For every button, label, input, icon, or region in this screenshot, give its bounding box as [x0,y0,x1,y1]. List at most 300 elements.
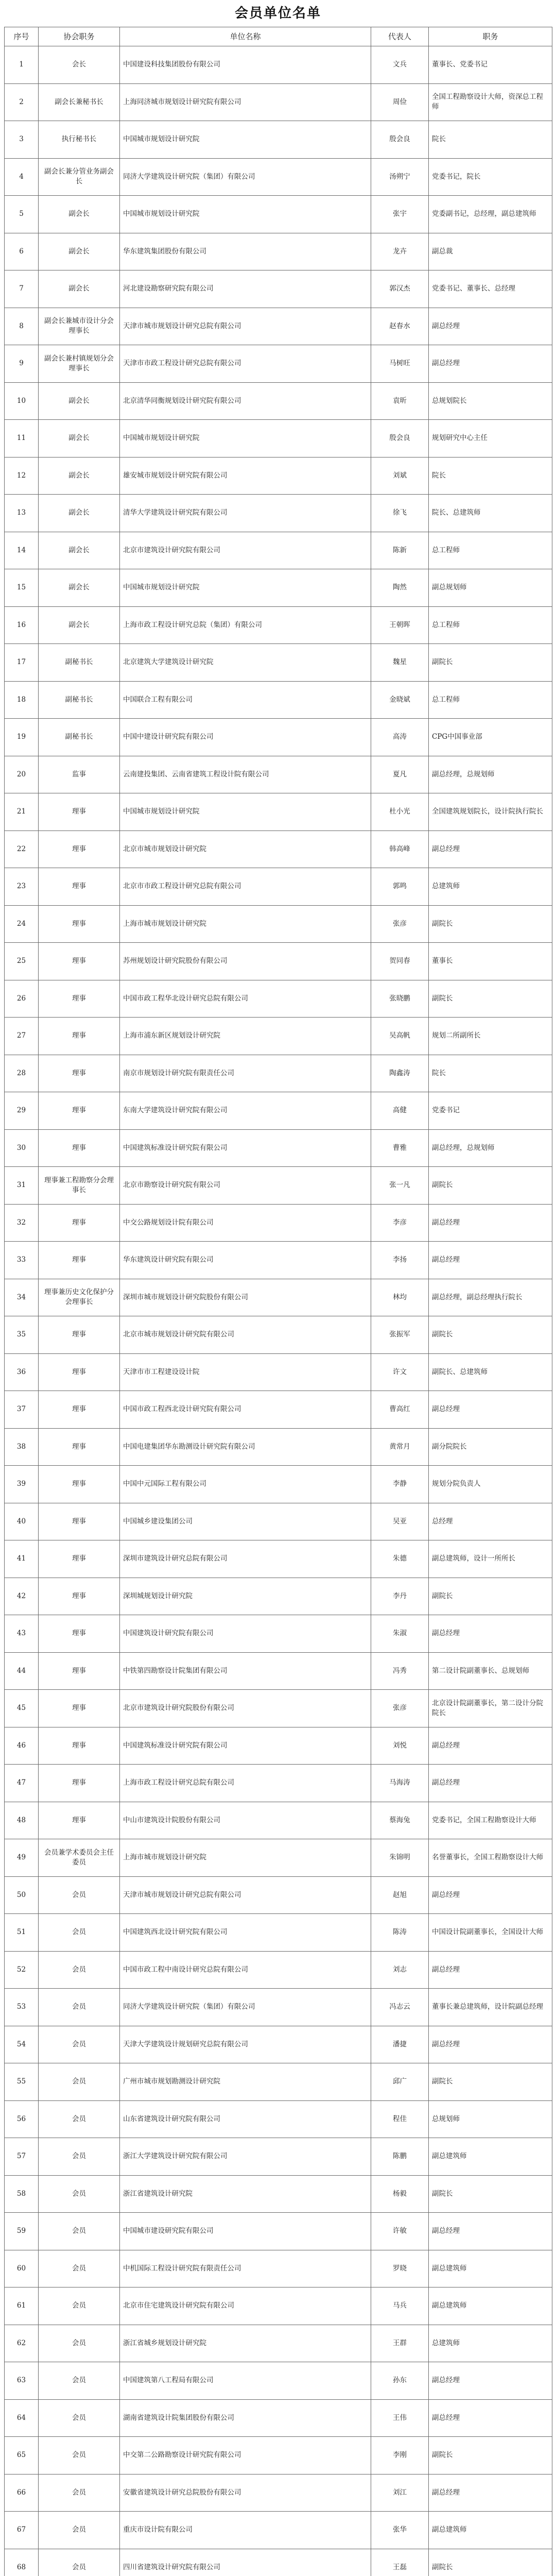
cell-rep: 陈新 [371,532,429,569]
table-row [5,2026,552,2063]
table-row [5,2362,552,2400]
cell-no: 63 [5,2362,39,2400]
table-row [5,569,552,607]
cell-unit: 中山市建筑设计院股份有限公司 [120,1802,371,1839]
cell-title: 副总经理 [429,831,552,868]
cell-unit: 重庆市设计院有限公司 [120,2512,371,2549]
cell-role: 副秘书长 [39,719,120,756]
cell-unit: 浙江省建筑设计研究院 [120,2175,371,2213]
table-row [5,2175,552,2213]
cell-rep: 汤朔宁 [371,158,429,196]
cell-unit: 中机国际工程设计研究院有限责任公司 [120,2250,371,2287]
cell-unit: 天津大学建筑设计规划研究总院有限公司 [120,2026,371,2063]
cell-title: 副院长 [429,2437,552,2475]
cell-rep: 王群 [371,2325,429,2362]
cell-unit: 中国城市规划设计研究院 [120,420,371,457]
cell-title: 副总经理 [429,1204,552,1242]
cell-role: 会员 [39,1914,120,1952]
cell-title: 规划研究中心主任 [429,420,552,457]
cell-no: 46 [5,1727,39,1765]
table-row [5,793,552,831]
cell-no: 49 [5,1839,39,1877]
cell-no: 56 [5,2100,39,2138]
cell-role: 会员兼学术委员会主任委员 [39,1839,120,1877]
cell-unit: 中国中建设计研究院有限公司 [120,719,371,756]
table-row [5,83,552,121]
cell-rep: 王伟 [371,2399,429,2437]
cell-no: 47 [5,1765,39,1802]
cell-title: 北京设计院副董事长，第二设计分院院长 [429,1690,552,1727]
cell-rep: 郭汉杰 [371,270,429,308]
cell-title: 副总裁 [429,233,552,270]
cell-no: 39 [5,1466,39,1503]
table-row [5,943,552,980]
cell-role: 副会长 [39,606,120,644]
cell-rep: 朱淑 [371,1615,429,1653]
table-body [5,46,552,2576]
cell-unit: 上海市城市规划设计研究院 [120,1839,371,1877]
cell-unit: 同济大学建筑设计研究院（集团）有限公司 [120,1989,371,2026]
cell-title: 副院长 [429,980,552,1018]
cell-role: 理事 [39,1204,120,1242]
table-row [5,495,552,532]
cell-unit: 北京市住宅建筑设计研究院有限公司 [120,2287,371,2325]
table-row [5,606,552,644]
cell-rep: 李静 [371,1466,429,1503]
table-row [5,2287,552,2325]
cell-title: 院长 [429,457,552,495]
cell-rep: 陈鹏 [371,2138,429,2176]
cell-unit: 中国市政工程华北设计研究总院有限公司 [120,980,371,1018]
cell-role: 会员 [39,2437,120,2475]
cell-no: 33 [5,1242,39,1279]
cell-role: 会员 [39,2325,120,2362]
cell-no: 28 [5,1055,39,1092]
cell-unit: 北京市建筑设计研究院有限公司 [120,532,371,569]
cell-unit: 广州市城市规划勘测设计研究院 [120,2063,371,2101]
cell-title: 副总经理，总规划师 [429,756,552,793]
cell-rep: 陈涛 [371,1914,429,1952]
page-title: 会员单位名单 [234,6,321,21]
cell-title: 总建筑师 [429,2325,552,2362]
table-row [5,2474,552,2512]
cell-unit: 南京市规划设计研究院有限责任公司 [120,1055,371,1092]
cell-no: 25 [5,943,39,980]
cell-unit: 浙江大学建筑设计研究院有限公司 [120,2138,371,2176]
cell-rep: 赵春水 [371,308,429,345]
cell-unit: 深圳市城市规划设计研究院股份有限公司 [120,1279,371,1316]
cell-title: 全国工程勘察设计大师，资深总工程师 [429,83,552,121]
cell-no: 2 [5,83,39,121]
cell-unit: 北京市建筑设计研究院股份有限公司 [120,1690,371,1727]
cell-title: 党委副书记，总经理，副总建筑师 [429,196,552,233]
cell-no: 23 [5,868,39,906]
cell-rep: 张振军 [371,1316,429,1354]
cell-no: 18 [5,681,39,719]
cell-title: 副总规划师 [429,569,552,607]
table-row [5,2063,552,2101]
table-row [5,1802,552,1839]
table-row [5,831,552,868]
cell-role: 会员 [39,2250,120,2287]
table-row [5,1129,552,1167]
cell-title: 副总经理 [429,1727,552,1765]
cell-rep: 殷会良 [371,121,429,159]
table-row [5,1242,552,1279]
cell-role: 理事 [39,831,120,868]
table-row [5,868,552,906]
cell-rep: 吴高帆 [371,1018,429,1055]
cell-no: 6 [5,233,39,270]
table-row [5,2138,552,2176]
cell-rep: 马兵 [371,2287,429,2325]
cell-rep: 潘捷 [371,2026,429,2063]
cell-rep: 吴亚 [371,1503,429,1540]
cell-role: 会员 [39,2549,120,2576]
cell-role: 会员 [39,2512,120,2549]
cell-unit: 深圳市建筑设计研究总院有限公司 [120,1540,371,1578]
cell-unit: 上海市政工程设计研究总院有限公司 [120,1765,371,1802]
cell-title: 总工程师 [429,681,552,719]
cell-role: 会员 [39,2362,120,2400]
cell-title: 党委书记，院长 [429,158,552,196]
cell-role: 副会长 [39,457,120,495]
cell-unit: 深圳城规划设计研究院 [120,1578,371,1615]
cell-no: 14 [5,532,39,569]
cell-title: 副院长 [429,2063,552,2101]
cell-unit: 清华大学建筑设计研究院有限公司 [120,495,371,532]
cell-title: 副院长、总建筑师 [429,1353,552,1391]
cell-unit: 中国建设科技集团股份有限公司 [120,46,371,84]
cell-rep: 袁昕 [371,382,429,420]
cell-title: CPG中国事业部 [429,719,552,756]
cell-rep: 郭鸣 [371,868,429,906]
cell-role: 理事 [39,1503,120,1540]
cell-role: 理事 [39,1129,120,1167]
cell-unit: 天津市市工程建设设计院 [120,1353,371,1391]
cell-no: 43 [5,1615,39,1653]
table-row [5,233,552,270]
cell-rep: 曹雅 [371,1129,429,1167]
cell-rep: 文兵 [371,46,429,84]
cell-rep: 王朝晖 [371,606,429,644]
cell-title: 党委书记，全国工程勘察设计大师 [429,1802,552,1839]
cell-title: 院长、总建筑师 [429,495,552,532]
cell-no: 57 [5,2138,39,2176]
table-row [5,420,552,457]
cell-no: 53 [5,1989,39,2026]
cell-title: 董事长、党委书记 [429,46,552,84]
cell-rep: 周俭 [371,83,429,121]
cell-unit: 中交公路规划设计院有限公司 [120,1204,371,1242]
table-row [5,1204,552,1242]
cell-unit: 中国城乡建设集团公司 [120,1503,371,1540]
cell-role: 理事 [39,1018,120,1055]
cell-title: 规划分院负责人 [429,1466,552,1503]
cell-no: 59 [5,2213,39,2250]
cell-no: 55 [5,2063,39,2101]
cell-title: 总工程师 [429,532,552,569]
cell-rep: 朱德 [371,1540,429,1578]
cell-role: 理事 [39,1055,120,1092]
cell-unit: 上海市政工程设计研究总院（集团）有限公司 [120,606,371,644]
cell-role: 理事 [39,980,120,1018]
table-row [5,1727,552,1765]
cell-title: 院长 [429,121,552,159]
cell-title: 副总建筑师 [429,2512,552,2549]
cell-title: 副院长 [429,2175,552,2213]
table-row [5,1839,552,1877]
cell-role: 理事 [39,1353,120,1391]
cell-unit: 同济大学建筑设计研究院（集团）有限公司 [120,158,371,196]
cell-unit: 北京清华同衡规划设计研究院有限公司 [120,382,371,420]
cell-unit: 中国中元国际工程有限公司 [120,1466,371,1503]
cell-rep: 魏星 [371,644,429,682]
cell-rep: 杨毅 [371,2175,429,2213]
cell-title: 副总经理 [429,2362,552,2400]
table-row [5,1578,552,1615]
cell-rep: 程佳 [371,2100,429,2138]
cell-rep: 马海涛 [371,1765,429,1802]
cell-title: 总经理 [429,1503,552,1540]
cell-no: 4 [5,158,39,196]
cell-rep: 王磊 [371,2549,429,2576]
cell-title: 名誉董事长，全国工程勘察设计大师 [429,1839,552,1877]
table-row [5,270,552,308]
cell-role: 副会长 [39,196,120,233]
cell-title: 总规划师 [429,2100,552,2138]
cell-rep: 杜小光 [371,793,429,831]
cell-no: 13 [5,495,39,532]
cell-rep: 黄常月 [371,1428,429,1466]
cell-unit: 中国建筑标准设计研究院有限公司 [120,1727,371,1765]
cell-rep: 金晓斌 [371,681,429,719]
cell-no: 27 [5,1018,39,1055]
table-row [5,719,552,756]
cell-unit: 北京市城市规划设计研究院有限公司 [120,1316,371,1354]
cell-role: 理事兼工程勘察分会理事长 [39,1167,120,1205]
cell-role: 执行秘书长 [39,121,120,159]
cell-role: 理事 [39,1802,120,1839]
table-row [5,2512,552,2549]
table-row [5,1652,552,1690]
cell-rep: 韩高峰 [371,831,429,868]
cell-role: 理事 [39,1391,120,1429]
cell-rep: 刘江 [371,2474,429,2512]
cell-rep: 刘悦 [371,1727,429,1765]
table-row [5,2250,552,2287]
cell-no: 44 [5,1652,39,1690]
cell-no: 26 [5,980,39,1018]
cell-unit: 安徽省建筑设计研究总院股份有限公司 [120,2474,371,2512]
cell-role: 副秘书长 [39,681,120,719]
cell-rep: 邱广 [371,2063,429,2101]
cell-rep: 蔡海兔 [371,1802,429,1839]
cell-unit: 浙江省城乡规划设计研究院 [120,2325,371,2362]
cell-rep: 赵旭 [371,1876,429,1914]
cell-rep: 刘斌 [371,457,429,495]
cell-role: 理事 [39,1092,120,1130]
header-unit: 单位名称 [120,27,371,46]
cell-title: 副总经理 [429,1391,552,1429]
cell-unit: 中国市政工程中南设计研究总院有限公司 [120,1951,371,1989]
cell-role: 理事 [39,1316,120,1354]
cell-no: 40 [5,1503,39,1540]
cell-no: 22 [5,831,39,868]
cell-unit: 中国电建集团华东勘测设计研究院有限公司 [120,1428,371,1466]
cell-title: 副院长 [429,905,552,943]
cell-unit: 云南建投集团、云南省建筑工程设计院有限公司 [120,756,371,793]
cell-no: 24 [5,905,39,943]
table-row [5,1466,552,1503]
cell-title: 副总经理 [429,1951,552,1989]
cell-unit: 中国建筑第八工程局有限公司 [120,2362,371,2400]
cell-unit: 天津市市政工程设计研究总院有限公司 [120,345,371,383]
cell-role: 理事 [39,868,120,906]
cell-no: 64 [5,2399,39,2437]
cell-title: 副总经理 [429,1876,552,1914]
cell-unit: 中国城市建设研究院有限公司 [120,2213,371,2250]
cell-role: 副会长 [39,382,120,420]
cell-unit: 天津市城市规划设计研究总院有限公司 [120,308,371,345]
table-row [5,158,552,196]
cell-no: 54 [5,2026,39,2063]
cell-unit: 中国市政工程西北设计研究院有限公司 [120,1391,371,1429]
cell-rep: 张彦 [371,1690,429,1727]
cell-rep: 林均 [371,1279,429,1316]
cell-title: 副总经理，总规划师 [429,1129,552,1167]
cell-unit: 中交第二公路勘察设计研究院有限公司 [120,2437,371,2475]
cell-title: 副总建筑师 [429,2287,552,2325]
cell-unit: 上海市城市规划设计研究院 [120,905,371,943]
table-row [5,345,552,383]
table-row [5,2213,552,2250]
cell-no: 48 [5,1802,39,1839]
table-row [5,1018,552,1055]
cell-unit: 河北建设勘察研究院有限公司 [120,270,371,308]
cell-role: 会员 [39,2100,120,2138]
cell-title: 副院长 [429,2549,552,2576]
cell-title: 副分院院长 [429,1428,552,1466]
cell-title: 副总建筑师，设计一所所长 [429,1540,552,1578]
header-rep: 代表人 [371,27,429,46]
table-row [5,1690,552,1727]
cell-no: 17 [5,644,39,682]
cell-unit: 中国城市规划设计研究院 [120,793,371,831]
table-row [5,121,552,159]
cell-title: 董事长 [429,943,552,980]
cell-rep: 张晓鹏 [371,980,429,1018]
table-row [5,1279,552,1316]
table-row [5,1353,552,1391]
cell-title: 总工程师 [429,606,552,644]
table-row [5,1765,552,1802]
cell-role: 会员 [39,2474,120,2512]
cell-no: 61 [5,2287,39,2325]
cell-unit: 中国建筑西北设计研究院有限公司 [120,1914,371,1952]
table-row [5,2437,552,2475]
cell-role: 会员 [39,2026,120,2063]
cell-unit: 中国建筑标准设计研究院有限公司 [120,1129,371,1167]
table-row [5,46,552,84]
cell-role: 会员 [39,2138,120,2176]
cell-no: 58 [5,2175,39,2213]
cell-title: 全国建筑规划院长，设计院执行院长 [429,793,552,831]
cell-unit: 北京市市政工程设计研究总院有限公司 [120,868,371,906]
cell-rep: 高涛 [371,719,429,756]
cell-no: 35 [5,1316,39,1354]
cell-rep: 孙东 [371,2362,429,2400]
table-row [5,980,552,1018]
cell-rep: 许文 [371,1353,429,1391]
cell-no: 37 [5,1391,39,1429]
cell-no: 3 [5,121,39,159]
cell-unit: 华东建筑设计研究院有限公司 [120,1242,371,1279]
cell-role: 理事 [39,1466,120,1503]
cell-unit: 上海同济城市规划设计研究院有限公司 [120,83,371,121]
cell-no: 8 [5,308,39,345]
table-header-row [5,27,552,46]
table-row [5,1391,552,1429]
table-row [5,2325,552,2362]
cell-title: 院长 [429,1055,552,1092]
cell-role: 理事 [39,793,120,831]
cell-unit: 雄安城市规划设计研究院有限公司 [120,457,371,495]
cell-no: 66 [5,2474,39,2512]
cell-no: 20 [5,756,39,793]
cell-role: 理事兼历史文化保护分会理事长 [39,1279,120,1316]
cell-no: 34 [5,1279,39,1316]
cell-no: 15 [5,569,39,607]
cell-no: 12 [5,457,39,495]
cell-role: 会员 [39,2213,120,2250]
table-row [5,756,552,793]
table-row [5,1428,552,1466]
header-title: 职务 [429,27,552,46]
table-row [5,2549,552,2576]
cell-title: 总建筑师 [429,868,552,906]
cell-rep: 夏凡 [371,756,429,793]
table-row [5,1055,552,1092]
cell-unit: 苏州规划设计研究院股份有限公司 [120,943,371,980]
cell-role: 副会长 [39,420,120,457]
cell-no: 16 [5,606,39,644]
cell-rep: 徐飞 [371,495,429,532]
cell-role: 理事 [39,1652,120,1690]
cell-no: 67 [5,2512,39,2549]
cell-rep: 张华 [371,2512,429,2549]
cell-unit: 北京市勘察设计研究院有限公司 [120,1167,371,1205]
cell-title: 副总经理 [429,2026,552,2063]
cell-title: 副总经理 [429,1615,552,1653]
cell-unit: 中国城市规划设计研究院 [120,121,371,159]
cell-role: 副会长兼秘书长 [39,83,120,121]
cell-no: 11 [5,420,39,457]
cell-unit: 四川省建筑设计研究院有限公司 [120,2549,371,2576]
cell-rep: 冯秀 [371,1652,429,1690]
cell-role: 理事 [39,905,120,943]
cell-role: 会员 [39,2399,120,2437]
cell-unit: 中国建筑设计研究院有限公司 [120,1615,371,1653]
table-row [5,1503,552,1540]
cell-no: 1 [5,46,39,84]
cell-rep: 曹高红 [371,1391,429,1429]
cell-role: 会员 [39,1989,120,2026]
cell-unit: 北京市城市规划设计研究院 [120,831,371,868]
cell-role: 会员 [39,1876,120,1914]
cell-title: 副总经理 [429,345,552,383]
cell-no: 7 [5,270,39,308]
